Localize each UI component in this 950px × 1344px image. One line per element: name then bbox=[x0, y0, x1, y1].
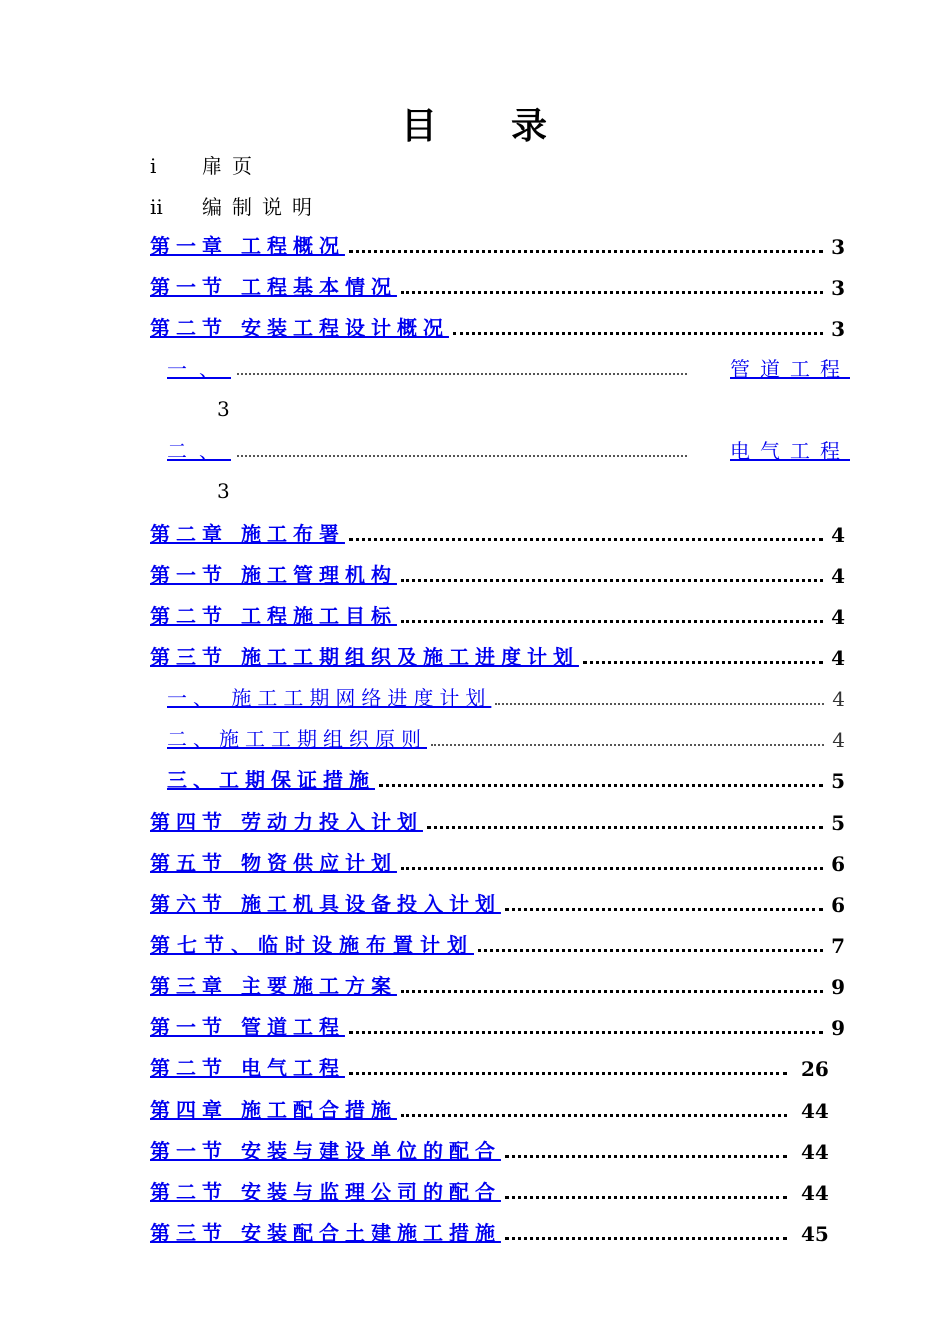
toc-entry-section bbox=[150, 887, 845, 917]
page-number: 3 bbox=[831, 276, 845, 300]
toc-link[interactable]: 第三章 主要施工方案 bbox=[150, 974, 397, 998]
dot-leader bbox=[505, 908, 823, 911]
page-number: 26 bbox=[801, 1057, 829, 1081]
toc-entry-section bbox=[150, 928, 845, 958]
dot-leader bbox=[505, 1237, 787, 1240]
dot-leader bbox=[237, 373, 687, 375]
page-number: 6 bbox=[831, 893, 845, 917]
toc-link[interactable]: 二、 bbox=[167, 439, 231, 463]
toc-entry-section bbox=[150, 311, 845, 341]
dot-leader bbox=[237, 455, 687, 457]
page-number: 3 bbox=[217, 479, 230, 503]
toc-entry-subsection bbox=[167, 681, 845, 711]
page-number: 3 bbox=[831, 235, 845, 259]
front-item-title-page bbox=[150, 150, 262, 179]
toc-entry-subsection-wrapped bbox=[167, 352, 850, 382]
toc-entry-subsection bbox=[167, 763, 845, 793]
dot-leader bbox=[505, 1196, 787, 1199]
page-number: 44 bbox=[801, 1099, 829, 1123]
toc-link[interactable]: 第二节 工程施工目标 bbox=[150, 604, 397, 628]
toc-entry-subsection-wrapped bbox=[167, 434, 850, 464]
toc-entry-section bbox=[150, 1175, 845, 1205]
toc-link[interactable]: 电气工程 bbox=[730, 439, 850, 463]
toc-entry-section bbox=[150, 599, 845, 629]
front-item-label: 扉页 bbox=[202, 154, 262, 178]
toc-link[interactable]: 第一节 工程基本情况 bbox=[150, 275, 397, 299]
toc-entry-chapter-3 bbox=[150, 969, 845, 999]
dot-leader bbox=[379, 784, 823, 787]
toc-entry-section bbox=[150, 640, 845, 670]
page-number: 4 bbox=[832, 687, 845, 711]
page-number: 9 bbox=[831, 1016, 845, 1040]
toc-link[interactable]: 第四节 劳动力投入计划 bbox=[150, 810, 423, 834]
toc-entry-chapter-1 bbox=[150, 229, 845, 259]
dot-leader bbox=[349, 1031, 823, 1034]
page-number: 3 bbox=[831, 317, 845, 341]
toc-entry-section bbox=[150, 1216, 845, 1246]
dot-leader bbox=[401, 620, 823, 623]
page-number: 4 bbox=[832, 728, 845, 752]
toc-entry-section bbox=[150, 805, 845, 835]
toc-link[interactable]: 第二节 安装与监理公司的配合 bbox=[150, 1180, 501, 1204]
page-number: 6 bbox=[831, 852, 845, 876]
toc-entry-section bbox=[150, 558, 845, 588]
toc-link[interactable]: 第三节 施工工期组织及施工进度计划 bbox=[150, 645, 579, 669]
toc-link[interactable]: 第一章 工程概况 bbox=[150, 234, 345, 258]
toc-link[interactable]: 第二章 施工布署 bbox=[150, 522, 345, 546]
page-number: 7 bbox=[831, 934, 845, 958]
dot-leader bbox=[453, 332, 823, 335]
dot-leader bbox=[401, 990, 823, 993]
dot-leader bbox=[401, 867, 823, 870]
dot-leader bbox=[478, 949, 823, 952]
toc-entry-section bbox=[150, 1134, 845, 1164]
page-number: 5 bbox=[831, 811, 845, 835]
dot-leader bbox=[583, 661, 823, 664]
page-number: 5 bbox=[831, 769, 845, 793]
toc-link[interactable]: 二、施工工期组织原则 bbox=[167, 727, 427, 751]
dot-leader bbox=[349, 1072, 787, 1075]
dot-leader bbox=[401, 1114, 787, 1117]
toc-link[interactable]: 一、 bbox=[167, 357, 231, 381]
dot-leader bbox=[349, 538, 823, 541]
toc-link[interactable]: 第七节、临时设施布置计划 bbox=[150, 933, 474, 957]
toc-entry-chapter-2 bbox=[150, 517, 845, 547]
toc-link[interactable]: 第一节 管道工程 bbox=[150, 1015, 345, 1039]
toc-link[interactable]: 第一节 安装与建设单位的配合 bbox=[150, 1139, 501, 1163]
front-item-num: ii bbox=[150, 195, 163, 219]
front-item-label: 编制说明 bbox=[202, 195, 322, 219]
toc-entry-section bbox=[150, 1010, 845, 1040]
toc-link[interactable]: 三、工期保证措施 bbox=[167, 768, 375, 792]
front-item-num: i bbox=[150, 154, 157, 178]
page-number: 4 bbox=[831, 523, 845, 547]
page-number: 44 bbox=[801, 1140, 829, 1164]
toc-link[interactable]: 第一节 施工管理机构 bbox=[150, 563, 397, 587]
dot-leader bbox=[495, 703, 824, 705]
title-part-1: 目 bbox=[400, 105, 439, 147]
toc-entry-chapter-4 bbox=[150, 1093, 845, 1123]
toc-entry-section bbox=[150, 270, 845, 300]
toc-link[interactable]: 一、 施工工期网络进度计划 bbox=[167, 686, 492, 710]
toc-entry-subsection bbox=[167, 722, 845, 752]
page-number: 4 bbox=[831, 646, 845, 670]
toc-link[interactable]: 第三节 安装配合土建施工措施 bbox=[150, 1221, 501, 1245]
dot-leader bbox=[349, 250, 823, 253]
page-title bbox=[0, 98, 950, 149]
toc-link[interactable]: 第二节 电气工程 bbox=[150, 1056, 345, 1080]
page-number: 4 bbox=[831, 605, 845, 629]
toc-entry-section bbox=[150, 1051, 845, 1081]
toc-entry-section bbox=[150, 846, 845, 876]
toc-link[interactable]: 第五节 物资供应计划 bbox=[150, 851, 397, 875]
toc-link[interactable]: 第四章 施工配合措施 bbox=[150, 1098, 397, 1122]
page-number: 4 bbox=[831, 564, 845, 588]
toc-link[interactable]: 第二节 安装工程设计概况 bbox=[150, 316, 449, 340]
toc-link[interactable]: 第六节 施工机具设备投入计划 bbox=[150, 892, 501, 916]
page-number: 45 bbox=[801, 1222, 829, 1246]
dot-leader bbox=[505, 1155, 787, 1158]
front-item-notes bbox=[150, 191, 322, 220]
page-number: 9 bbox=[831, 975, 845, 999]
dot-leader bbox=[431, 744, 824, 746]
toc-link[interactable]: 管道工程 bbox=[730, 357, 850, 381]
page-number: 44 bbox=[801, 1181, 829, 1205]
page-number: 3 bbox=[217, 397, 230, 421]
title-part-2: 录 bbox=[511, 105, 550, 147]
dot-leader bbox=[401, 579, 823, 582]
dot-leader bbox=[427, 826, 823, 829]
dot-leader bbox=[401, 291, 823, 294]
